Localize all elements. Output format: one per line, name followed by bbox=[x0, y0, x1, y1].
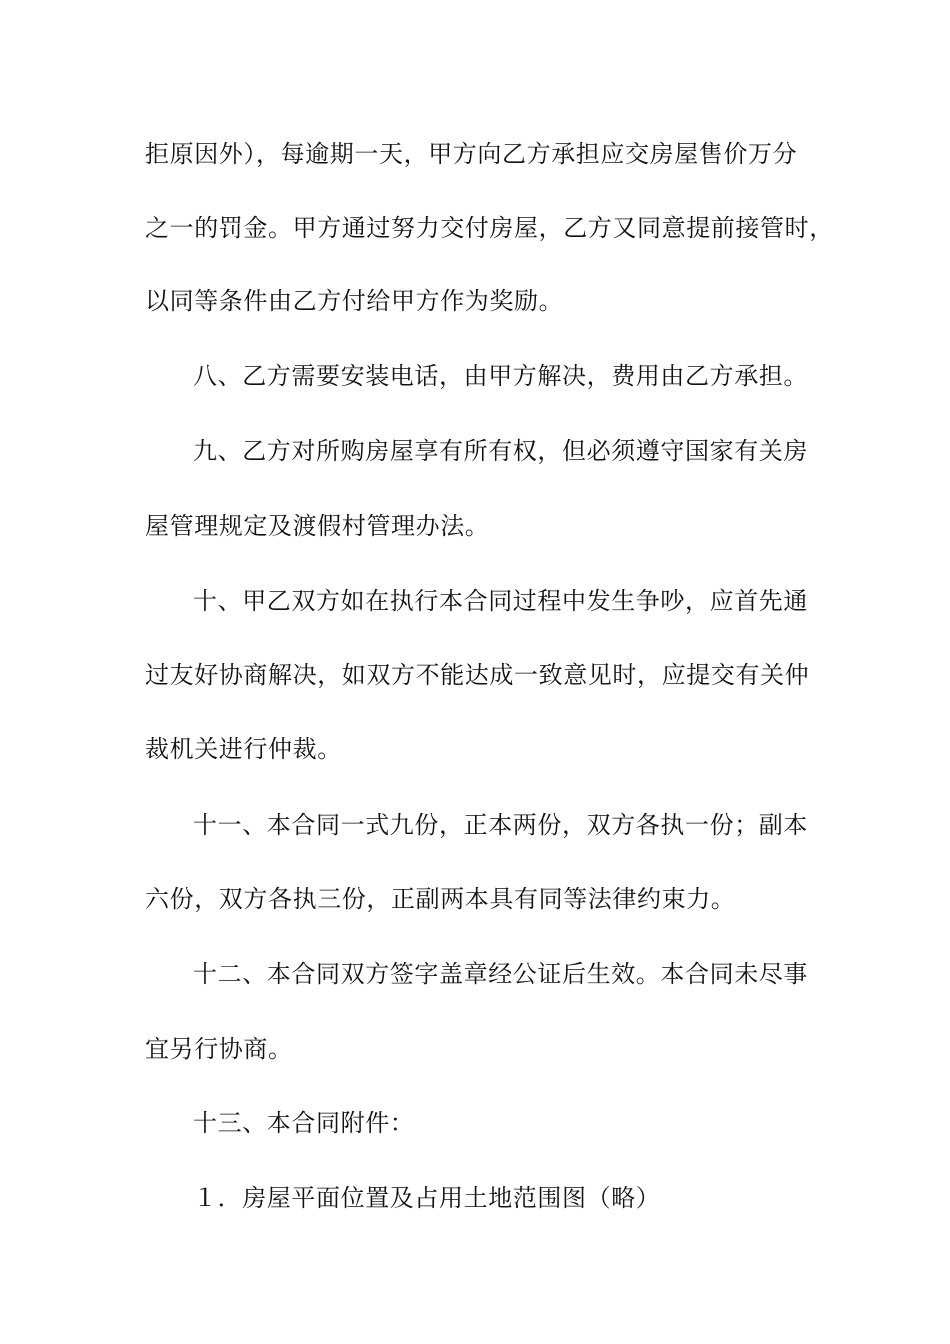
clause-12-cont: 宜另行协商。 bbox=[145, 1035, 293, 1063]
clause-10-cont-2: 裁机关进行仲裁。 bbox=[145, 735, 342, 763]
clause-9: 九、乙方对所购房屋享有所有权，但必须遵守国家有关房 bbox=[193, 437, 808, 465]
clause-12: 十二、本合同双方签字盖章经公证后生效。本合同未尽事 bbox=[193, 960, 808, 988]
clause-13: 十三、本合同附件： bbox=[193, 1109, 415, 1137]
clause-10-cont-1: 过友好协商解决，如双方不能达成一致意见时，应提交有关仲 bbox=[145, 661, 810, 689]
clause-9-cont: 屋管理规定及渡假村管理办法。 bbox=[145, 512, 490, 540]
text-line-3: 以同等条件由乙方付给甲方作为奖励。 bbox=[145, 287, 564, 315]
attachment-item-1: １．房屋平面位置及占用土地范围图（略） bbox=[193, 1184, 661, 1212]
text-line-1: 拒原因外），每逾期一天，甲方向乙方承担应交房屋售价万分 bbox=[145, 140, 798, 168]
clause-11: 十一、本合同一式九份，正本两份，双方各执一份；副本 bbox=[193, 811, 808, 839]
clause-8: 八、乙方需要安装电话，由甲方解决，费用由乙方承担。 bbox=[193, 362, 808, 390]
text-line-2: 之一的罚金。甲方通过努力交付房屋，乙方又同意提前接管时， bbox=[145, 214, 834, 242]
clause-10: 十、甲乙双方如在执行本合同过程中发生争吵，应首先通 bbox=[193, 587, 808, 615]
clause-11-cont: 六份，双方各执三份，正副两本具有同等法律约束力。 bbox=[145, 885, 736, 913]
